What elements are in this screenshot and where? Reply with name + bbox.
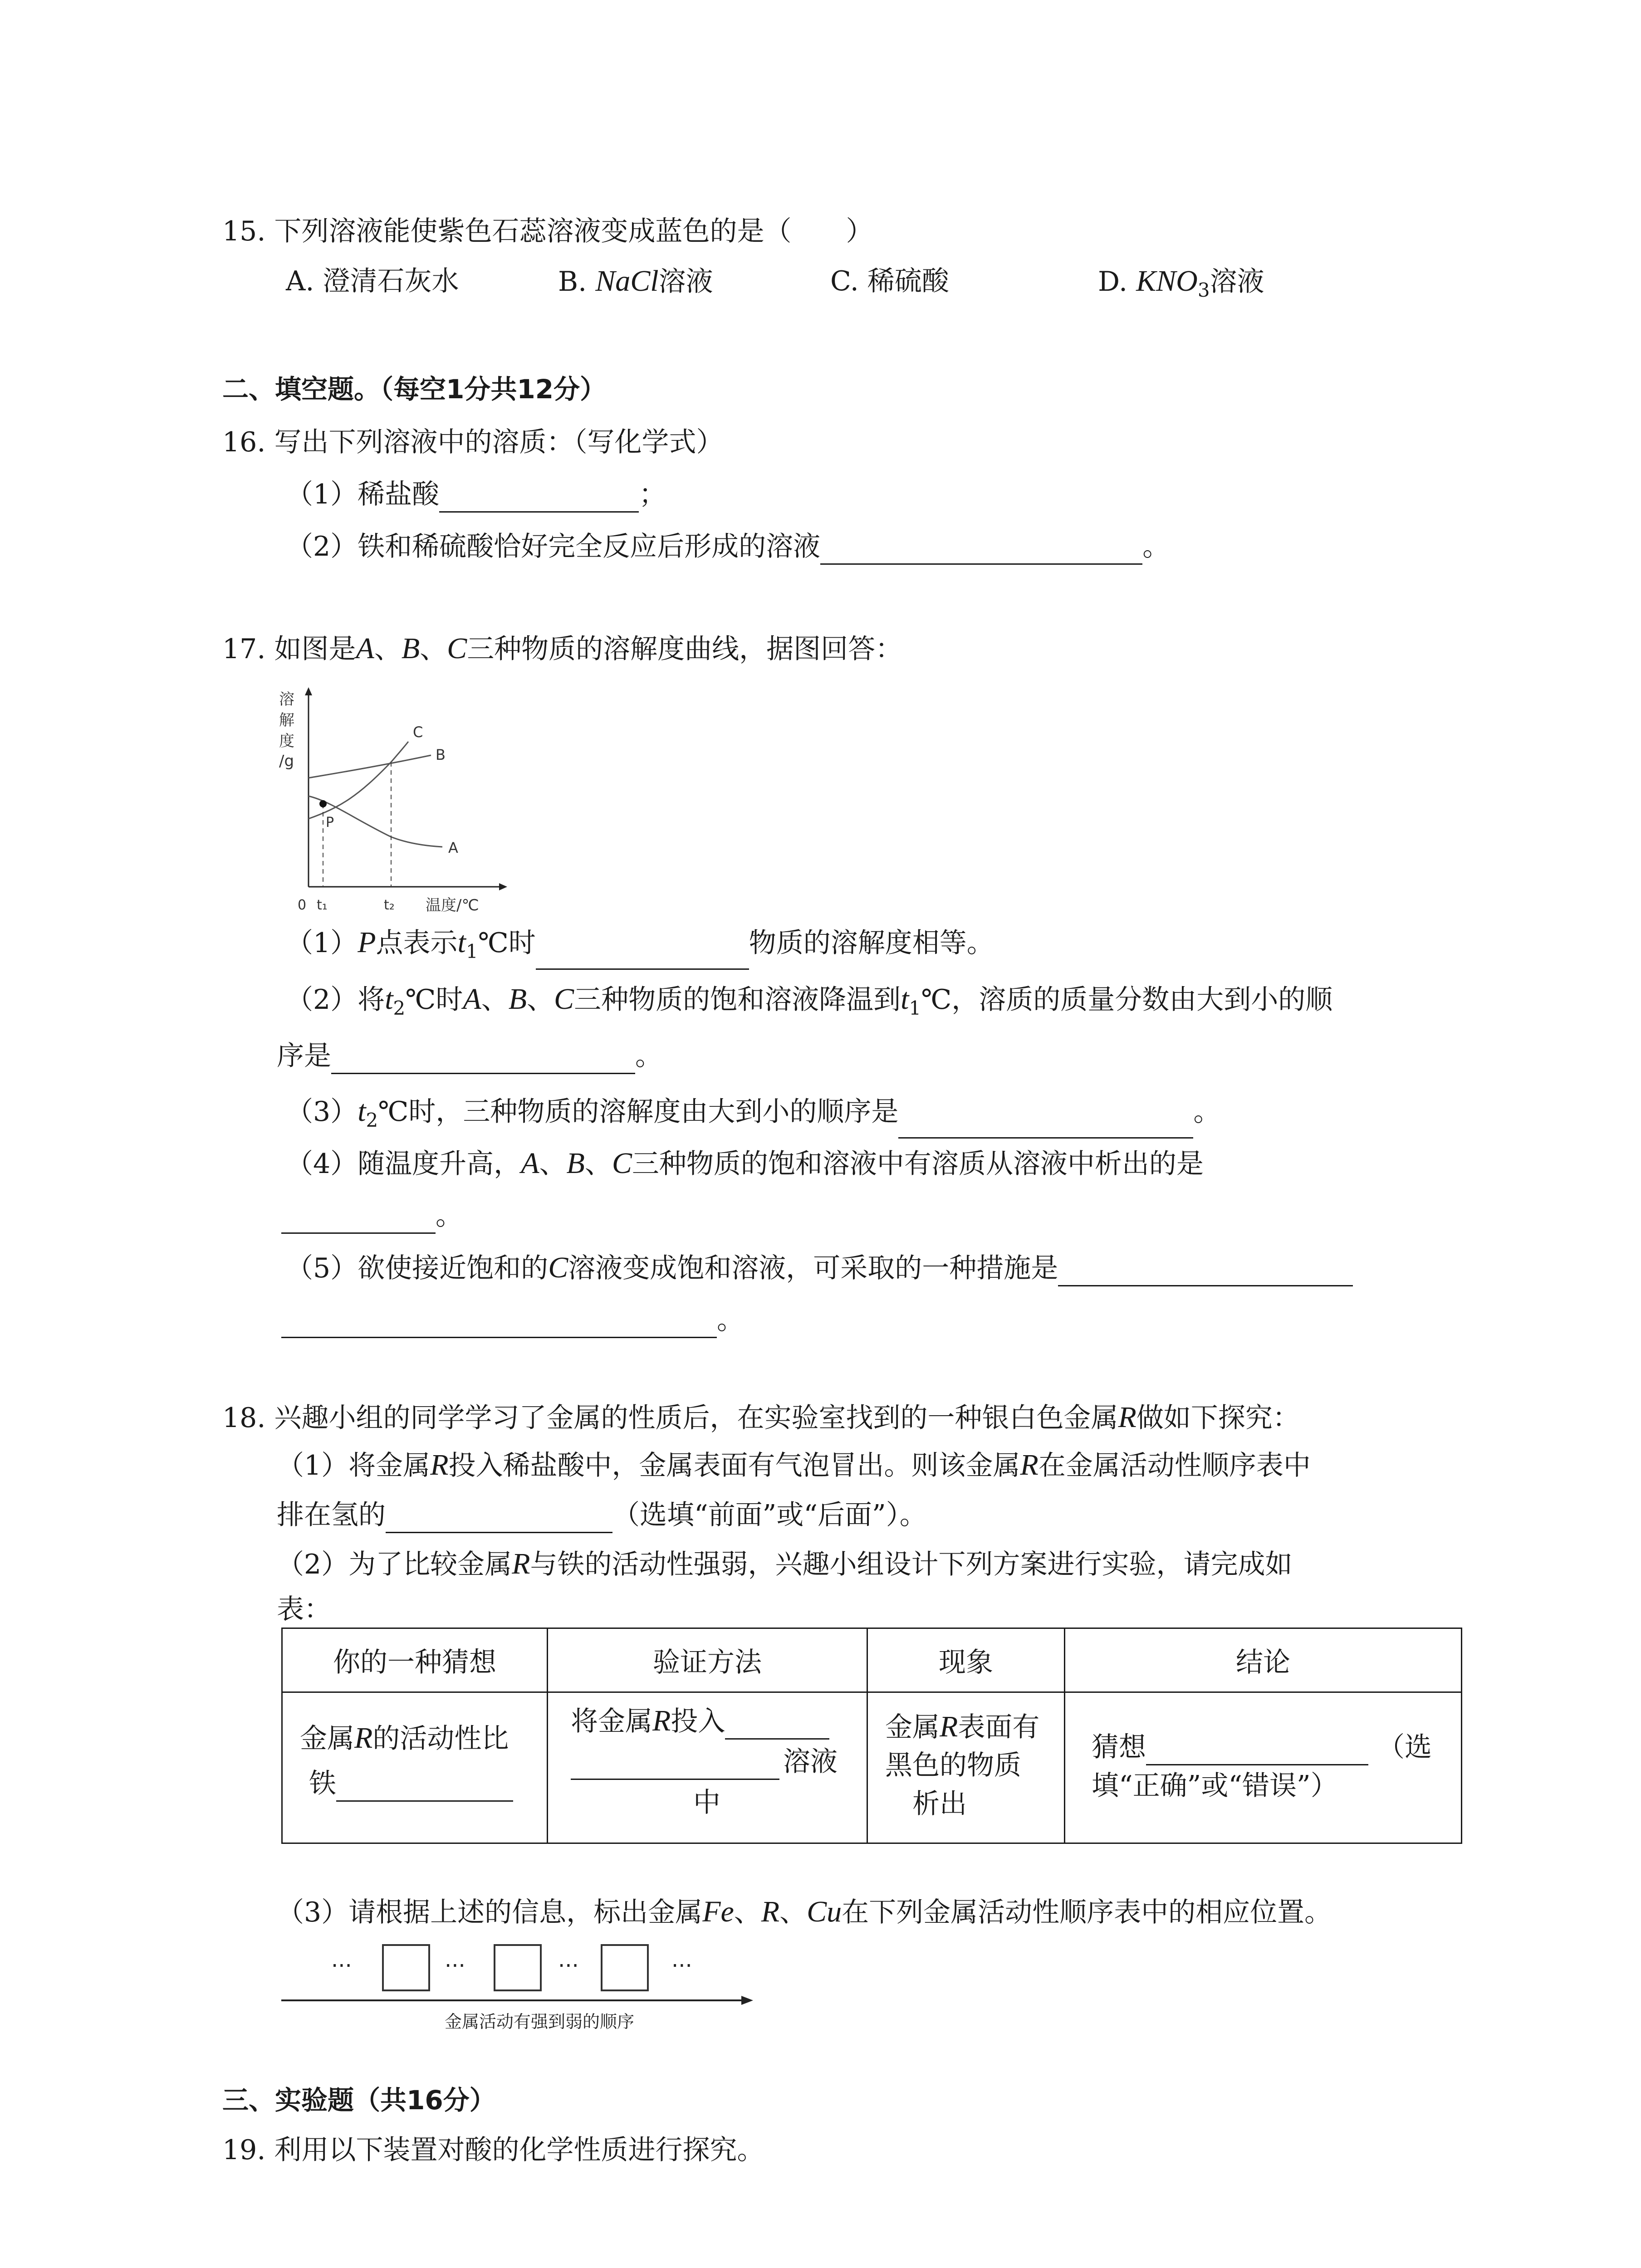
q17-part5: （5）欲使接近饱和的C溶液变成饱和溶液，可采取的一种措施是 <box>286 1250 1353 1286</box>
q17-part4: （4）随温度升高，A、B、C三种物质的饱和溶液中有溶质从溶液中析出的是 <box>286 1147 1204 1180</box>
section-3-title: 三、实验题（共16分） <box>222 2085 496 2116</box>
q15-stem: 15. 下列溶液能使紫色石蕊溶液变成蓝色的是（ ） <box>222 215 873 247</box>
answer-blank[interactable] <box>536 940 749 970</box>
ellipsis-icon: ··· <box>445 1953 465 1979</box>
section-2-title: 二、填空题。（每空1分共12分） <box>222 374 607 405</box>
guess-cell: 金属R的活动性比 铁 <box>282 1692 548 1843</box>
q15-option-a: A. 澄清石灰水 <box>286 265 459 297</box>
q19-stem: 19. 利用以下装置对酸的化学性质进行探究。 <box>222 2134 764 2166</box>
conclusion-cell: 猜想 （选 填“正确”或“错误”） <box>1065 1692 1462 1843</box>
solubility-curve-graph <box>272 683 526 919</box>
curve-b <box>309 755 431 778</box>
answer-blank[interactable] <box>1146 1736 1368 1765</box>
answer-blank[interactable] <box>281 1204 436 1234</box>
table-row <box>282 1692 1462 1843</box>
q15-option-b: B. NaCl溶液 <box>558 264 713 298</box>
q17-part2: （2）将$t_2℃$时A、B、C三种物质的饱和溶液降温到$t_1℃$，溶质的质量分数由大到小的顺 <box>286 982 1333 1019</box>
arrow-caption: 金属活动有强到弱的顺序 <box>445 2012 635 2032</box>
ellipsis-icon: ··· <box>331 1953 352 1979</box>
q16-part2: （2）铁和稀硫酸恰好完全反应后形成的溶液 。 <box>286 528 1170 565</box>
q18-part1-line2: 排在氢的 （选填“前面”或“后面”）。 <box>277 1497 927 1533</box>
blank-box-2[interactable] <box>495 1945 541 1990</box>
label-a: A <box>448 839 458 856</box>
q17-part1: （1）P点表示$t_1℃$时 物质的溶解度相等。 <box>286 924 994 970</box>
q17-stem: 17. 如图是A、B、C三种物质的溶解度曲线，据图回答： <box>222 632 903 665</box>
x-axis-label: 温度/℃ <box>426 896 479 914</box>
answer-blank[interactable] <box>725 1710 829 1740</box>
answer-blank[interactable] <box>898 1109 1193 1139</box>
t1-tick-label: t₁ <box>317 897 328 913</box>
q18-part1: （1）将金属R投入稀盐酸中，金属表面有气泡冒出。则该金属R在金属活动性顺序表中 <box>277 1448 1311 1481</box>
label-b: B <box>436 746 446 763</box>
table-header-row <box>282 1628 1462 1692</box>
q17-part4-line2: 。 <box>281 1198 463 1234</box>
q15-option-c: C. 稀硫酸 <box>830 265 949 297</box>
table-header: 结论 <box>1065 1628 1462 1692</box>
answer-blank[interactable] <box>1058 1257 1353 1286</box>
q17-part2-line2: 序是 。 <box>277 1038 662 1074</box>
table-header: 你的一种猜想 <box>282 1628 548 1692</box>
answer-blank[interactable] <box>281 1309 717 1338</box>
q18-part2: （2）为了比较金属R与铁的活动性强弱，兴趣小组设计下列方案进行实验，请完成如 <box>277 1547 1293 1580</box>
activity-order-diagram <box>277 1937 785 2037</box>
phenomenon-cell: 金属R表面有 黑色的物质 析出 <box>867 1692 1065 1843</box>
answer-blank[interactable] <box>386 1504 612 1533</box>
q18-part3: （3）请根据上述的信息，标出金属Fe、R、Cu在下列金属活动性顺序表中的相应位置。 <box>277 1895 1332 1928</box>
method-cell: 将金属R投入 溶液 中 <box>548 1692 867 1843</box>
label-p: P <box>326 815 334 831</box>
q18-part2-line2: 表： <box>277 1593 331 1625</box>
q17-part3: $(3)t_2℃$时，三种物质的溶解度由大到小的顺序是 。 <box>286 1093 1220 1139</box>
point-p <box>319 800 327 807</box>
y-label-2: 解 <box>279 711 294 729</box>
q16-part1: （1）稀盐酸 ； <box>286 476 666 513</box>
q17-part5-line2: 。 <box>281 1302 744 1338</box>
table-header: 验证方法 <box>548 1628 867 1692</box>
answer-blank[interactable] <box>331 1045 635 1074</box>
q16-stem: 16. 写出下列溶液中的溶质：（写化学式） <box>222 426 724 458</box>
t2-tick-label: t₂ <box>384 897 395 913</box>
q18-stem: 18. 兴趣小组的同学学习了金属的性质后，在实验室找到的一种银白色金属R做如下探究： <box>222 1401 1300 1434</box>
blank-box-3[interactable] <box>602 1945 648 1990</box>
answer-blank[interactable] <box>336 1772 513 1802</box>
blank-box-1[interactable] <box>383 1945 429 1990</box>
origin-label: 0 <box>298 897 307 913</box>
q15-option-d: D. $KNO_3$溶液 <box>1098 264 1264 301</box>
y-label-1: 溶 <box>279 690 294 709</box>
ellipsis-icon: ··· <box>558 1953 579 1979</box>
arrow-head-icon <box>741 1996 753 2005</box>
answer-blank[interactable] <box>820 535 1142 565</box>
answer-blank[interactable] <box>439 483 639 513</box>
y-label-4: /g <box>279 752 294 770</box>
experiment-table <box>281 1628 1462 1844</box>
answer-blank[interactable] <box>571 1750 779 1780</box>
ellipsis-icon: ··· <box>671 1953 692 1979</box>
table-header: 现象 <box>867 1628 1065 1692</box>
y-label-3: 度 <box>279 732 294 750</box>
label-c: C <box>413 723 423 741</box>
